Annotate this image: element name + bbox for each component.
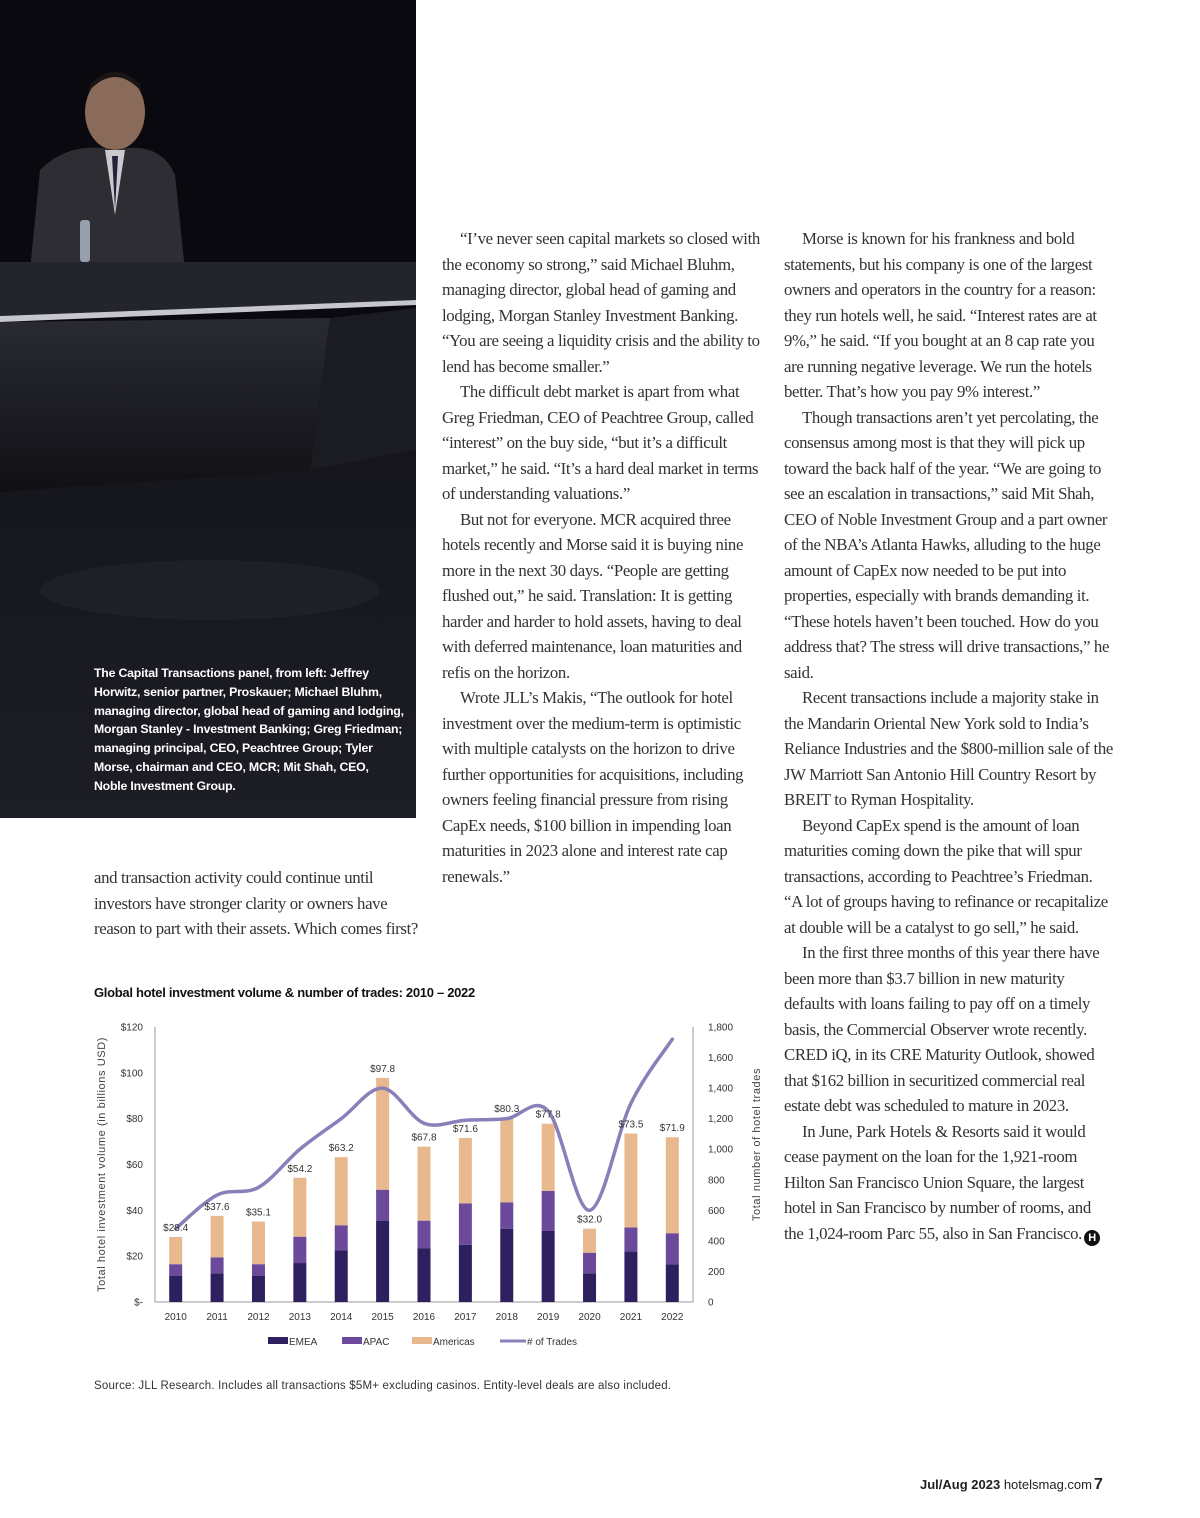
x-tick-label: 2022 <box>661 1312 684 1323</box>
paragraph: Morse is known for his frankness and bold statements, but his company is one of the largest owners and operators in the country for a reason: they run hotels well, he said. “Interest rates are at 9%,” he said. “If you bought at an 8 cap rate you are running negative leverage. We run the hotels better. That’s how you pay 9% interest.” <box>784 229 1097 401</box>
paragraph: The difficult debt market is apart from what Greg Friedman, CEO of Peachtree Group, called “interest” on the buy side, “but it’s a difficult market,” he said. “It’s a hard deal market in terms of understanding valuations.” <box>442 382 759 503</box>
bar-total-label: $67.8 <box>411 1132 437 1144</box>
y-tick-label: $80 <box>126 1114 143 1126</box>
bar-apac <box>293 1237 306 1263</box>
paragraph: and transaction activity could continue until investors have stronger clarity or owners have reason to part with their assets. Which comes first? <box>94 868 419 938</box>
bar-americas <box>418 1147 431 1221</box>
bar-americas <box>252 1222 265 1265</box>
chart-title: Global hotel investment volume & number of trades: 2010 – 2022 <box>94 985 475 1000</box>
y2-tick-label: 800 <box>708 1175 725 1187</box>
page-number: 7 <box>1093 1476 1103 1493</box>
bar-total-label: $28.4 <box>163 1222 189 1234</box>
bar-emea <box>335 1250 348 1302</box>
bar-apac <box>376 1190 389 1221</box>
x-tick-label: 2017 <box>454 1312 477 1323</box>
y-tick-label: $20 <box>126 1251 143 1263</box>
bar-total-label: $73.5 <box>618 1119 644 1131</box>
bar-total-label: $71.6 <box>452 1123 478 1135</box>
chart-source: Source: JLL Research. Includes all transactions $5M+ excluding casinos. Entity-level deals are also included. <box>94 1380 672 1392</box>
paragraph: Wrote JLL’s Makis, “The outlook for hotel investment over the medium-term is optimistic with multiple catalysts on the horizon to drive further opportunities for acquisitions, including owners feeling financial pressure from rising CapEx needs, $100 billion in impending loan maturities in 2023 alone and interest rate cap renewals.” <box>442 688 744 886</box>
bar-emea <box>666 1264 679 1302</box>
legend-label: EMEA <box>289 1337 318 1348</box>
legend-swatch <box>342 1337 362 1344</box>
bar-americas <box>583 1229 596 1253</box>
y2-tick-label: 1,600 <box>708 1053 734 1065</box>
bar-total-label: $97.8 <box>370 1063 396 1075</box>
bar-americas <box>666 1137 679 1233</box>
bar-emea <box>542 1231 555 1302</box>
bar-americas <box>459 1138 472 1204</box>
y2-axis-title: Total number of hotel trades <box>751 1067 763 1222</box>
site-name: hotelsmag.com <box>1003 1477 1092 1492</box>
y-tick-label: $100 <box>120 1068 143 1080</box>
bar-total-label: $32.0 <box>577 1214 603 1226</box>
investment-chart <box>90 1010 770 1355</box>
bar-emea <box>500 1229 513 1302</box>
legend-label: Americas <box>433 1337 475 1348</box>
bar-americas <box>500 1118 513 1202</box>
bar-apac <box>583 1253 596 1274</box>
article-column-left <box>94 865 419 942</box>
x-tick-label: 2020 <box>578 1312 601 1323</box>
y2-tick-label: 400 <box>708 1236 725 1248</box>
bar-total-label: $71.9 <box>659 1123 685 1135</box>
bar-apac <box>624 1228 637 1252</box>
x-tick-label: 2012 <box>247 1312 270 1323</box>
paragraph: Though transactions aren’t yet percolating, the consensus among most is that they will pick up toward the back half of the year. “We are going to see an escalation in transactions,” said Mit Shah, CEO of Noble Investment Group and a part owner of the NBA’s Atlanta Hawks, alluding to the huge amount of CapEx now needed to be put into properties, especially with brands demanding it. “These hotels haven’t been touched. How do you address that? The stress will drive transactions,” he said. <box>784 407 1110 682</box>
y2-tick-label: 600 <box>708 1205 725 1217</box>
paragraph-text: In June, Park Hotels & Resorts said it would cease payment on the loan for the 1,921-room Hilton San Francisco Union Square, the largest hotel in San Francisco by number of rooms, and the 1,024-room Parc 55, also in San Francisco. <box>784 1121 1091 1243</box>
x-tick-label: 2014 <box>330 1312 353 1323</box>
bar-apac <box>335 1225 348 1250</box>
bar-emea <box>293 1263 306 1302</box>
page-footer <box>920 1476 1103 1494</box>
paragraph: But not for everyone. MCR acquired three hotels recently and Morse said it is buying nine more in the next 30 days. “People are getting flushed out,” he said. Translation: It is getting harder and harder to hold assets, having to deal with deferred maintenance, loan maturities and refis on the horizon. <box>442 509 744 682</box>
article-column-right <box>784 226 1114 1246</box>
y2-tick-label: 1,400 <box>708 1083 734 1095</box>
x-tick-label: 2010 <box>164 1312 187 1323</box>
bar-emea <box>169 1276 182 1302</box>
y-axis-title: Total hotel investment volume (in billions USD) <box>96 1036 108 1293</box>
bar-total-label: $63.2 <box>328 1143 354 1155</box>
x-tick-label: 2018 <box>495 1312 518 1323</box>
paragraph: “I’ve never seen capital markets so closed with the economy so strong,” said Michael Bluhm, managing director, global head of gaming and lodging, Morgan Stanley Investment Banking. “You are seeing a liquidity crisis and the ability to lend has become smaller.” <box>442 229 760 376</box>
y2-tick-label: 0 <box>708 1297 714 1309</box>
x-tick-label: 2021 <box>619 1312 643 1323</box>
bar-emea <box>252 1276 265 1302</box>
bar-americas <box>624 1134 637 1228</box>
bar-emea <box>583 1273 596 1302</box>
end-mark-icon: H <box>1084 1230 1100 1246</box>
issue-date: Jul/Aug 2023 <box>920 1477 1001 1492</box>
legend-label: APAC <box>363 1337 390 1348</box>
bar-americas <box>335 1157 348 1225</box>
bar-emea <box>376 1221 389 1302</box>
y2-tick-label: 200 <box>708 1266 725 1278</box>
x-tick-label: 2016 <box>412 1312 436 1323</box>
bar-total-label: $54.2 <box>287 1163 313 1175</box>
bar-apac <box>459 1203 472 1244</box>
legend-label: # of Trades <box>527 1337 578 1348</box>
bar-total-label: $80.3 <box>494 1103 520 1115</box>
bar-apac <box>500 1202 513 1228</box>
bar-total-label: $77.8 <box>535 1109 561 1121</box>
y-tick-label: $120 <box>120 1022 143 1034</box>
bar-americas <box>376 1078 389 1190</box>
paragraph-last <box>784 1119 1114 1247</box>
x-tick-label: 2015 <box>371 1312 394 1323</box>
photo-caption: The Capital Transactions panel, from left: Jeffrey Horwitz, senior partner, Proskauer; Michael Bluhm, managing director, global head of gaming and lodging, Morgan Stanley - Investment Banking; Greg Friedman; managing principal, CEO, Peachtree Group; Tyler Morse, chairman and CEO, MCR; Mit Shah, CEO, Noble Investment Group. <box>94 666 404 793</box>
y2-tick-label: 1,200 <box>708 1114 734 1126</box>
legend-swatch <box>268 1337 288 1344</box>
bar-emea <box>624 1252 637 1302</box>
paragraph: Recent transactions include a majority stake in the Mandarin Oriental New York sold to India’s Reliance Industries and the $800-million sale of the JW Marriott San Antonio Hill Country Resort by BREIT to Ryman Hospitality. <box>784 688 1113 809</box>
x-tick-label: 2013 <box>288 1312 311 1323</box>
legend-swatch <box>412 1337 432 1344</box>
y2-tick-label: 1,000 <box>708 1144 734 1156</box>
y-tick-label: $60 <box>126 1160 143 1171</box>
bar-total-label: $37.6 <box>204 1201 230 1213</box>
bar-americas <box>169 1237 182 1264</box>
x-tick-label: 2019 <box>537 1312 560 1323</box>
bar-apac <box>252 1264 265 1275</box>
bar-americas <box>542 1124 555 1191</box>
bar-apac <box>542 1191 555 1231</box>
y2-tick-label: 1,800 <box>708 1022 734 1034</box>
bar-americas <box>211 1216 224 1257</box>
bar-emea <box>211 1273 224 1302</box>
bar-emea <box>459 1245 472 1302</box>
paragraph: In the first three months of this year there have been more than $3.7 billion in new maturity defaults with loans failing to pay off on a timely basis, the Commercial Observer wrote recently. CRED iQ, in its CRE Maturity Outlook, showed that $162 billion in securitized commercial real estate debt was scheduled to mature in 2023. <box>784 943 1100 1115</box>
bar-apac <box>418 1221 431 1249</box>
x-tick-label: 2011 <box>206 1312 228 1323</box>
bar-apac <box>666 1233 679 1264</box>
bar-apac <box>211 1257 224 1273</box>
paragraph: Beyond CapEx spend is the amount of loan maturities coming down the pike that will spur transactions, according to Peachtree’s Friedman. “A lot of groups having to refinance or recapitalize at double will be a catalyst to go sell,” he said. <box>784 815 1108 937</box>
y-tick-label: $- <box>134 1297 143 1309</box>
bar-emea <box>418 1248 431 1302</box>
article-column-middle <box>442 226 764 889</box>
bar-apac <box>169 1264 182 1275</box>
panel-photo <box>0 0 416 818</box>
bar-total-label: $35.1 <box>245 1207 271 1219</box>
y-tick-label: $40 <box>126 1205 143 1217</box>
bar-americas <box>293 1178 306 1237</box>
